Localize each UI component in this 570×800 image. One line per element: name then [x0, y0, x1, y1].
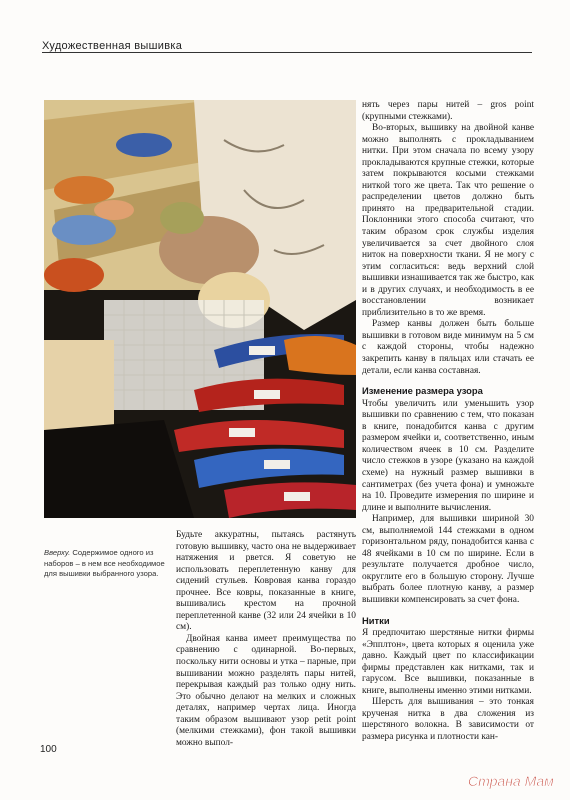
paragraph: Размер канвы должен быть больше вышивки в готовом виде минимум на 5 см с каждой стороны, чтобы надежно закрепить канву в пяльцах или стачать ее детали, если канва составная.	[362, 319, 534, 376]
paragraph: Во-вторых, вышивку на двойной канве можно выполнять с прокладыванием нитки. При этом сначала по всему узору прокладываются крупные стежки, которые затем покрываются косыми стежками ниткой того же цвета. Так что решение о распределении цветов должно быть принято на предварительной стадии. Поклонники этого способа считают, что таким образом срок службы изделия увеличивается за счет двойного слоя ниток на поверхности ткани. Я не могу с этим согласиться: ведь верхний слой вышивки изнашивается так же быстро, как и в других случаях, и необходимость в ее восстановлении возникает приблизительно в то же время.	[362, 123, 534, 318]
paragraph: Чтобы увеличить или уменьшить узор вышивки по сравнению с тем, что показан в книге, понадобится канва с другим размером ячейки и, соответственно, иным количеством ячеек в 10 см. Разделите число стежков в узоре (указано на каждой схеме) на нужный размер вышивки в сантиметрах (без учета фона) и умножьте на 10. Проведите измерения по ширине и длине и выполните вычисления.	[362, 398, 534, 513]
page-number: 100	[40, 744, 57, 755]
caption-text: Содержимое одного из наборов – в нем все необходимое для вышивки выбранного узора.	[44, 548, 165, 578]
watermark-logo	[466, 770, 566, 792]
section-heading: Нитки	[362, 614, 390, 626]
paragraph: Будьте аккуратны, пытаясь растянуть готовую вышивку, часто она не выдерживает натяжения и рвется. Я советую не использовать переплетенную канву для сидений стульев. Ковровая канва гораздо прочнее. Все ковры, показанные в книге, вышивались крестом на прочной переплетенной канве (32 или 24 ячейки в 10 см).	[176, 530, 356, 633]
section-title: Художественная вышивка	[42, 40, 183, 52]
header-rule	[42, 52, 532, 53]
watermark-text: Страна Мам	[468, 773, 554, 789]
paragraph: Шерсть для вышивания – это тонкая крученая нитка в два сложения из шерстяного волокна. В зависимости от размера рисунка и плотности кан-	[362, 697, 534, 742]
photo-caption	[44, 548, 166, 580]
embroidery-kit-photo	[44, 100, 356, 518]
middle-column	[176, 530, 356, 750]
right-column	[362, 100, 534, 754]
paragraph: Я предпочитаю шерстяные нитки фирмы «Эпплтон», цвета которых я оценила уже давно. Каждый цвет по классификации фирмы представлен как нитками, так и гарусом. Все вышивки, показанные в книге, выполнены именно этими нитками.	[362, 628, 534, 696]
paragraph: Двойная канва имеет преимущества по сравнению с одинарной. Во-первых, поскольку нити основы и утка – парные, при вышивании можно разделять пары нитей, перекрывая каждый раз только одну нить. Это обычно делают на мелких и сложных деталях, например чертах лица. Иногда таким образом вышивают узор petit point (мелкими стежками), фон такой вышивки можно выпол-	[176, 633, 356, 748]
caption-lead: Вверху.	[44, 548, 71, 557]
paragraph: нять через пары нитей – gros point (крупными стежками).	[362, 100, 534, 122]
section-heading: Изменение размера узора	[362, 385, 483, 397]
paragraph: Например, для вышивки шириной 30 см, выполняемой 144 стежками в одном горизонтальном ряду, понадобится канва с 48 ячейками в 10 см по ширине. Если в результате получается дробное число, округлите его в большую сторону. Лучше выбрать более плотную канву, а размер вышивки компенсировать за счет фона.	[362, 514, 534, 605]
photo-illustration	[44, 100, 356, 518]
